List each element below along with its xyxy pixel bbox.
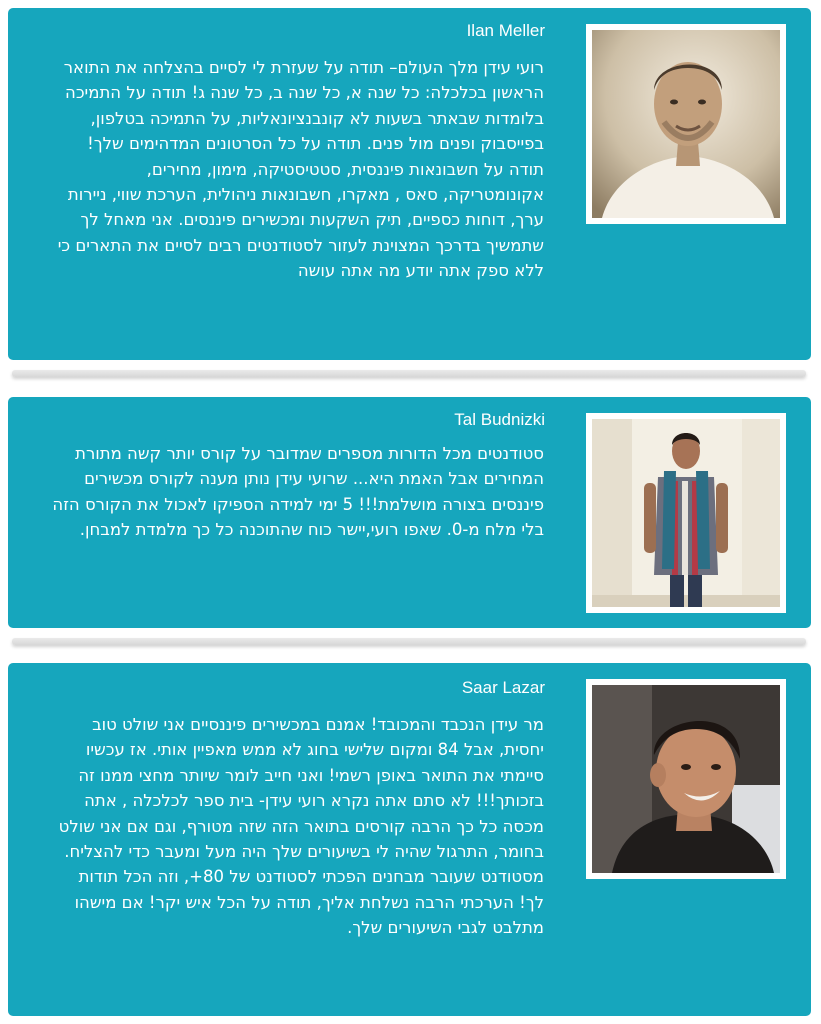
card-separator: [12, 638, 806, 645]
testimonial-text: רועי עידן מלך העולם– תודה על שעזרת לי לסיים בהצלחה את התואר הראשון בכלכלה: כל שנה א, כל שנה ב, כל שנה ג! תודה על התמיכה בלומדות שבאתר בשעות לא קונבנציונאליות, על התמיכה בטלפון, בפייסבוק ופנים מול פנים. תודה על כל הסרטונים המדהימים שלך! תודה על חשבונאות פיננסית, סטטיסטיקה, מימון, מחירים, אקונומטריקה, סאס , מאקרו, חשבונאות ניהולית, הערכת שווי, ניירות ערך, דוחות כספיים, תיק השקעות ומכשירים פיננסים. אני מאחל לך שתמשיך בדרכך המצוינת לעזור לסטודנטים רבים לסיים את התארים כי ללא ספק אתה יודע מה אתה עושה: [57, 58, 544, 281]
author-photo: [592, 685, 780, 873]
author-photo-frame: [586, 413, 786, 613]
testimonial-card: [8, 8, 811, 360]
testimonial-card: [8, 663, 811, 1016]
author-photo-frame: [586, 679, 786, 879]
testimonial-card: [8, 397, 811, 628]
author-photo: [592, 30, 780, 218]
testimonial-author-name: Ilan Meller: [466, 21, 545, 40]
testimonial-text: מר עידן הנכבד והמכובד! אמנם במכשירים פיננסיים אני שולט טוב יחסית, אבל 84 ומקום שלישי בחוג לא ממש מאפיין אותי. אז עכשיו סיימתי את התואר באופן רשמי! ואני חייב לומר שיותר מחצי ממנו זה בזכותך!!! לא סתם אתה נקרא רועי עידן- בית ספר לכלכלה , אתה מכסה כל כך הרבה קורסים בתואר הזה שזה מטורף, וגם אם אני שולט בחומר, התרגול שהיה לי בשיעורים שלך היה מעל ומעבר כדי להצליח. מסטודנט שעובר מבחנים הפכתי לסטודנט של 80+, וזה הכל תודות לך! הערכתי הרבה נשלחת אליך, תודה על הכל איש יקר! אם מישהו מתלבט לגבי השיעורים שלך.: [58, 715, 544, 938]
author-photo: [592, 419, 780, 607]
testimonial-author-name: Tal Budnizki: [454, 410, 545, 429]
card-separator: [12, 370, 806, 377]
testimonial-text: סטודנטים מכל הדורות מספרים שמדובר על קורס יותר קשה מתורת המחירים אבל האמת היא... שרועי עידן נותן מענה לקורס מכשירים פיננסים בצורה מושלמת!!! 5 ימי למידה הספיקו לאכול את הקורס הזה בלי מלח מ-0. שאפו רועי,יישר כוח שהתוכנה כל כך מלמדת למבחן.: [52, 444, 544, 540]
testimonial-author-name: Saar Lazar: [461, 678, 545, 697]
author-photo-frame: [586, 24, 786, 224]
